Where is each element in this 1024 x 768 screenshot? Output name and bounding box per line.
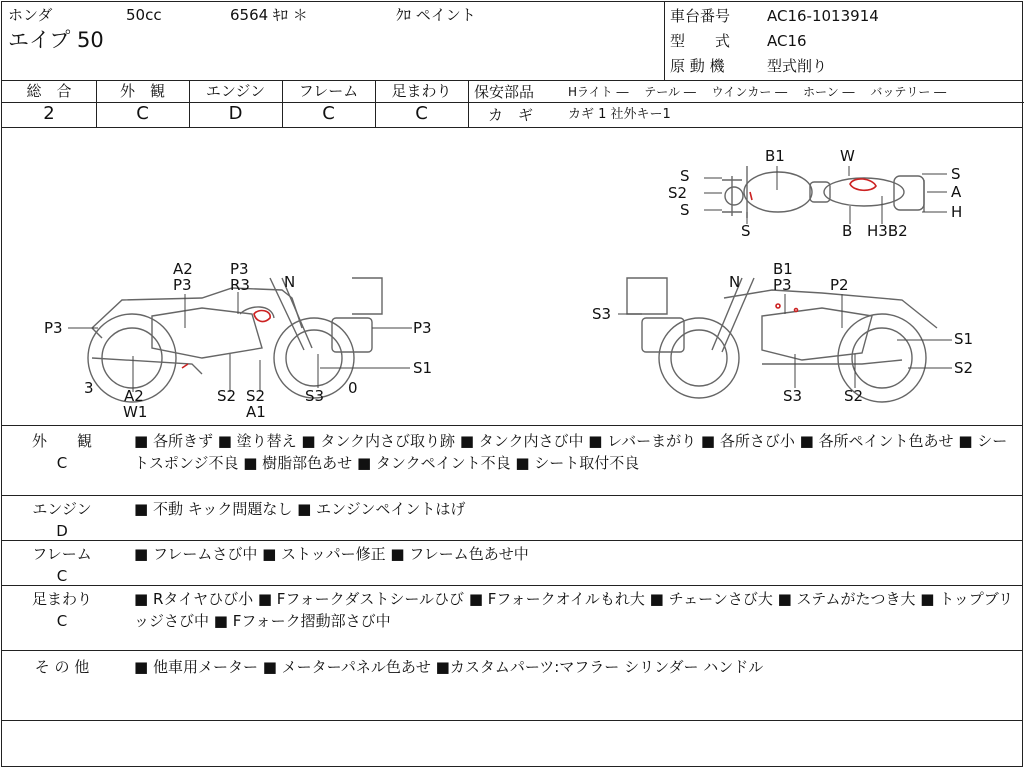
right-label: P2	[830, 276, 849, 294]
left-label: R3	[230, 276, 250, 294]
top-label: S	[951, 165, 961, 183]
maker: ホンダ	[8, 6, 53, 24]
motorcycle-diagram	[2, 128, 1022, 425]
top-label: W	[840, 147, 855, 165]
divider	[2, 720, 1022, 721]
security-items: Hライト ― テール ― ウインカー ― ホーン ― バッテリー ―	[568, 85, 947, 99]
inspection-sheet	[1, 1, 1023, 767]
right-label: N	[729, 273, 741, 291]
frame-section-label: フレーム	[32, 545, 92, 563]
top-label: H3B2	[867, 222, 908, 240]
top-label: A	[951, 183, 962, 201]
color: ｸﾛ ペイント	[396, 6, 476, 24]
top-label: S2	[668, 184, 688, 202]
grade-value-overall: 2	[43, 103, 55, 124]
model-name: エイプ 50	[8, 28, 104, 52]
divider	[2, 585, 1022, 586]
engine-label: 原 動 機	[670, 57, 725, 75]
frame-section-grade: C	[56, 567, 68, 585]
grade-label-suspension: 足まわり	[391, 82, 452, 100]
grade-value-frame: C	[322, 103, 335, 124]
suspension-section-text: ■ Rタイヤひび小 ■ Fフォークダストシールひび ■ Fフォークオイルもれ大 ■ チェーンさび大 ■ ステムがたつき大 ■ トップブリッジさび中 ■ Fフォーク摺動部さび中	[134, 590, 1014, 630]
grid-line	[468, 80, 469, 127]
left-label: P3	[230, 260, 249, 278]
divider	[2, 650, 1022, 651]
frame-section-text: ■ フレームさび中 ■ ストッパー修正 ■ フレーム色あせ中	[134, 545, 529, 563]
left-label: A2	[124, 387, 144, 405]
other-section-text: ■ 他車用メーター ■ メーターパネル色あせ ■カスタムパーツ:マフラー シリンダー ハンドル	[134, 658, 764, 676]
top-label: H	[951, 203, 963, 221]
right-label: S3	[592, 305, 612, 323]
grade-value-engine: D	[228, 103, 243, 124]
top-view-drawing	[722, 166, 924, 218]
left-label: W1	[123, 403, 148, 421]
divider	[2, 80, 1022, 81]
divider	[2, 425, 1022, 426]
grade-value-suspension: C	[415, 103, 428, 124]
chassis-label: 車台番号	[670, 7, 731, 25]
left-label: S1	[413, 359, 433, 377]
chassis-value: AC16-1013914	[767, 7, 879, 25]
right-label: P3	[773, 276, 792, 294]
left-label: S2	[217, 387, 237, 405]
right-label: B1	[773, 260, 793, 278]
header-divider	[664, 2, 665, 80]
right-view-drawing	[627, 278, 937, 402]
top-label: S	[680, 167, 690, 185]
right-label: S1	[954, 330, 974, 348]
left-label: 3	[84, 379, 94, 397]
left-label: 0	[348, 379, 358, 397]
security-divider	[468, 102, 1024, 103]
exterior-section-grade: C	[56, 454, 68, 472]
exterior-section-label: 外 観	[31, 432, 92, 450]
left-label: S2	[246, 387, 266, 405]
right-label: S2	[954, 359, 974, 377]
top-label: S	[741, 222, 751, 240]
left-label: S3	[305, 387, 325, 405]
left-label: A2	[173, 260, 193, 278]
type-value: AC16	[767, 32, 807, 50]
left-label: A1	[246, 403, 266, 421]
engine-section-label: エンジン	[32, 500, 92, 518]
key-value: カギ 1 社外キー1	[568, 107, 671, 122]
left-label: P3	[173, 276, 192, 294]
suspension-section-grade: C	[56, 612, 68, 630]
security-title: 保安部品	[474, 83, 535, 101]
top-label: B	[842, 222, 853, 240]
other-section-label: そ の 他	[34, 658, 90, 676]
divider	[2, 495, 1022, 496]
displacement: 50cc	[126, 6, 162, 24]
grade-value-exterior: C	[136, 103, 149, 124]
mileage: 6564 ｷﾛ ＊	[230, 6, 308, 24]
grade-label-exterior: 外 観	[119, 82, 165, 100]
grade-label-overall: 総 合	[26, 82, 72, 100]
engine-value: 型式削り	[767, 57, 828, 75]
key-label: カ ギ	[488, 106, 534, 124]
grade-label-engine: エンジン	[205, 82, 266, 100]
right-label: S2	[844, 387, 864, 405]
type-label: 型 式	[670, 32, 731, 50]
left-label: P3	[44, 319, 63, 337]
grade-label-frame: フレーム	[298, 82, 359, 100]
left-view-drawing	[88, 278, 382, 402]
top-label: S	[680, 201, 690, 219]
left-label: P3	[413, 319, 432, 337]
right-label: S3	[783, 387, 803, 405]
engine-section-grade: D	[56, 522, 68, 540]
divider	[2, 540, 1022, 541]
suspension-section-label: 足まわり	[31, 590, 92, 608]
engine-section-text: ■ 不動 キック問題なし ■ エンジンペイントはげ	[134, 500, 466, 518]
top-label: B1	[765, 147, 785, 165]
left-label: N	[284, 273, 296, 291]
exterior-section-text: ■ 各所きず ■ 塗り替え ■ タンク内さび取り跡 ■ タンク内さび中 ■ レバーまがり ■ 各所さび小 ■ 各所ペイント色あせ ■ シートスポンジ不良 ■ 樹脂部色あせ ■ タンクペイント不良 ■ シート取付不良	[134, 432, 1008, 472]
